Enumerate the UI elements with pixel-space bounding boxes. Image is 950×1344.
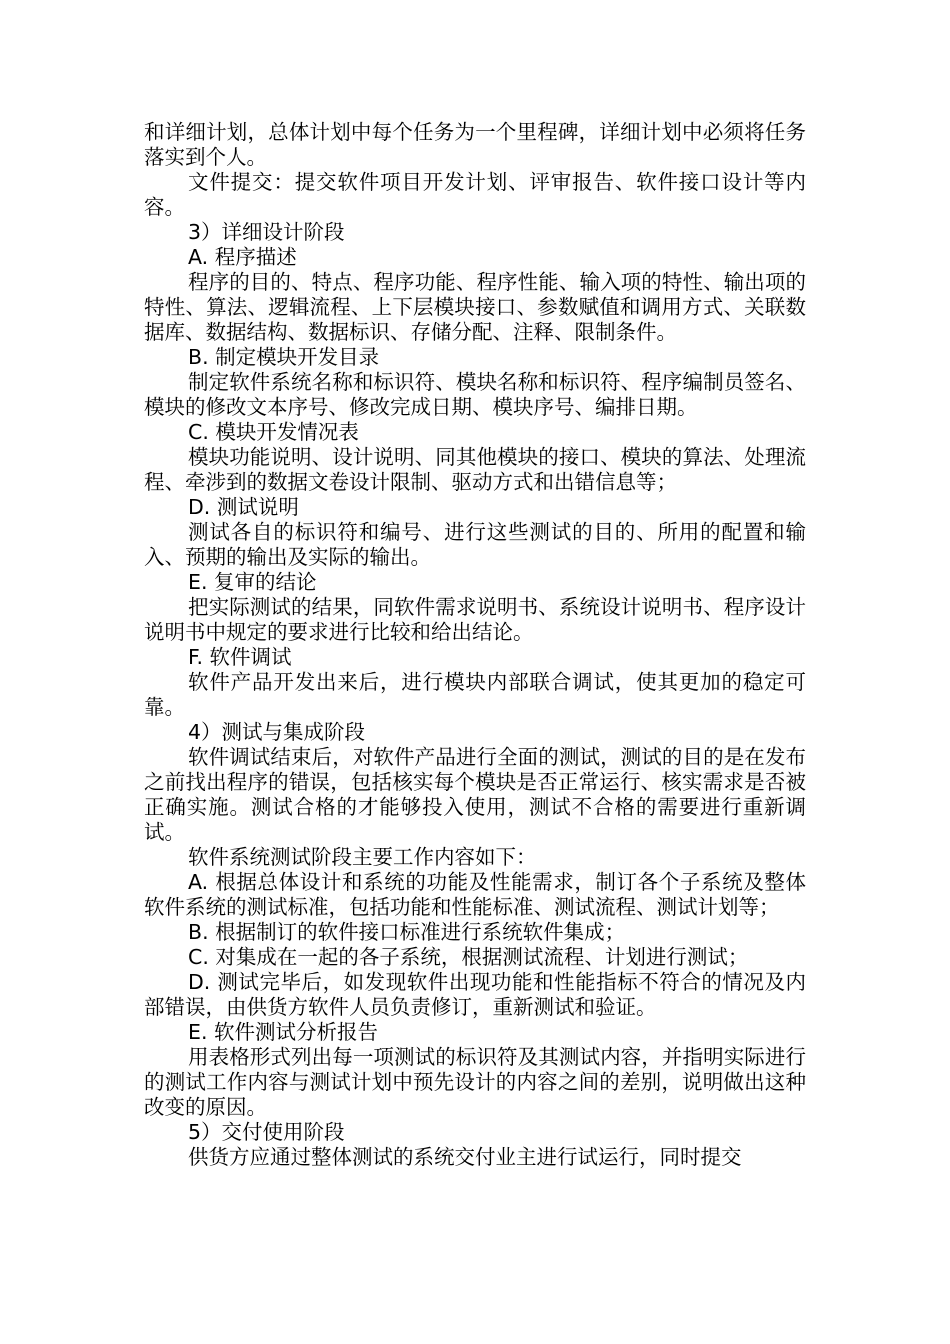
subsection-heading: C. 模块开发情况表 [188, 420, 359, 444]
body-paragraph: 软件调试结束后，对软件产品进行全面的测试，测试的目的是在发布之前找出程序的错误，包括核实每个模块是否正常运行、核实需求是否被正确实施。测试合格的才能够投入使用，测试不合格的需要进行重新调试。 [144, 745, 806, 844]
subsection-heading: F. 软件调试 [188, 645, 292, 669]
document-page [144, 120, 806, 1170]
section-heading: 5）交付使用阶段 [188, 1120, 345, 1144]
body-paragraph: 模块功能说明、设计说明、同其他模块的接口、模块的算法、处理流程、牵涉到的数据文卷设计限制、驱动方式和出错信息等； [144, 445, 806, 494]
subsection-heading: D. 测试说明 [188, 495, 299, 519]
list-item: A. 根据总体设计和系统的功能及性能需求，制订各个子系统及整体软件系统的测试标准，包括功能和性能标准、测试流程、测试计划等； [144, 870, 806, 919]
body-paragraph: 把实际测试的结果，同软件需求说明书、系统设计说明书、程序设计说明书中规定的要求进行比较和给出结论。 [144, 595, 806, 644]
list-item: C. 对集成在一起的各子系统，根据测试流程、计划进行测试； [188, 945, 749, 969]
body-paragraph: 软件产品开发出来后，进行模块内部联合调试，使其更加的稳定可靠。 [144, 670, 806, 719]
subsection-heading: E. 复审的结论 [188, 570, 317, 594]
body-paragraph: 文件提交：提交软件项目开发计划、评审报告、软件接口设计等内容。 [144, 170, 806, 219]
body-paragraph: 软件系统测试阶段主要工作内容如下： [188, 845, 537, 869]
body-paragraph: 制定软件系统名称和标识符、模块名称和标识符、程序编制员签名、模块的修改文本序号、修改完成日期、模块序号、编排日期。 [144, 370, 806, 419]
subsection-heading: A. 程序描述 [188, 245, 297, 269]
body-paragraph: 供货方应通过整体测试的系统交付业主进行试运行，同时提交 [188, 1145, 742, 1169]
body-paragraph: 用表格形式列出每一项测试的标识符及其测试内容，并指明实际进行的测试工作内容与测试计划中预先设计的内容之间的差别，说明做出这种改变的原因。 [144, 1045, 806, 1119]
subsection-heading: B. 制定模块开发目录 [188, 345, 380, 369]
section-heading: 3）详细设计阶段 [188, 220, 345, 244]
body-paragraph: 和详细计划，总体计划中每个任务为一个里程碑，详细计划中必须将任务落实到个人。 [144, 120, 806, 169]
subsection-heading: E. 软件测试分析报告 [188, 1020, 378, 1044]
list-item: D. 测试完毕后，如发现软件出现功能和性能指标不符合的情况及内部错误，由供货方软件人员负责修订，重新测试和验证。 [144, 970, 806, 1019]
body-paragraph: 测试各自的标识符和编号、进行这些测试的目的、所用的配置和输入、预期的输出及实际的输出。 [144, 520, 806, 569]
section-heading: 4）测试与集成阶段 [188, 720, 366, 744]
list-item: B. 根据制订的软件接口标准进行系统软件集成； [188, 920, 626, 944]
body-paragraph: 程序的目的、特点、程序功能、程序性能、输入项的特性、输出项的特性、算法、逻辑流程、上下层模块接口、参数赋值和调用方式、关联数据库、数据结构、数据标识、存储分配、注释、限制条件。 [144, 270, 806, 344]
